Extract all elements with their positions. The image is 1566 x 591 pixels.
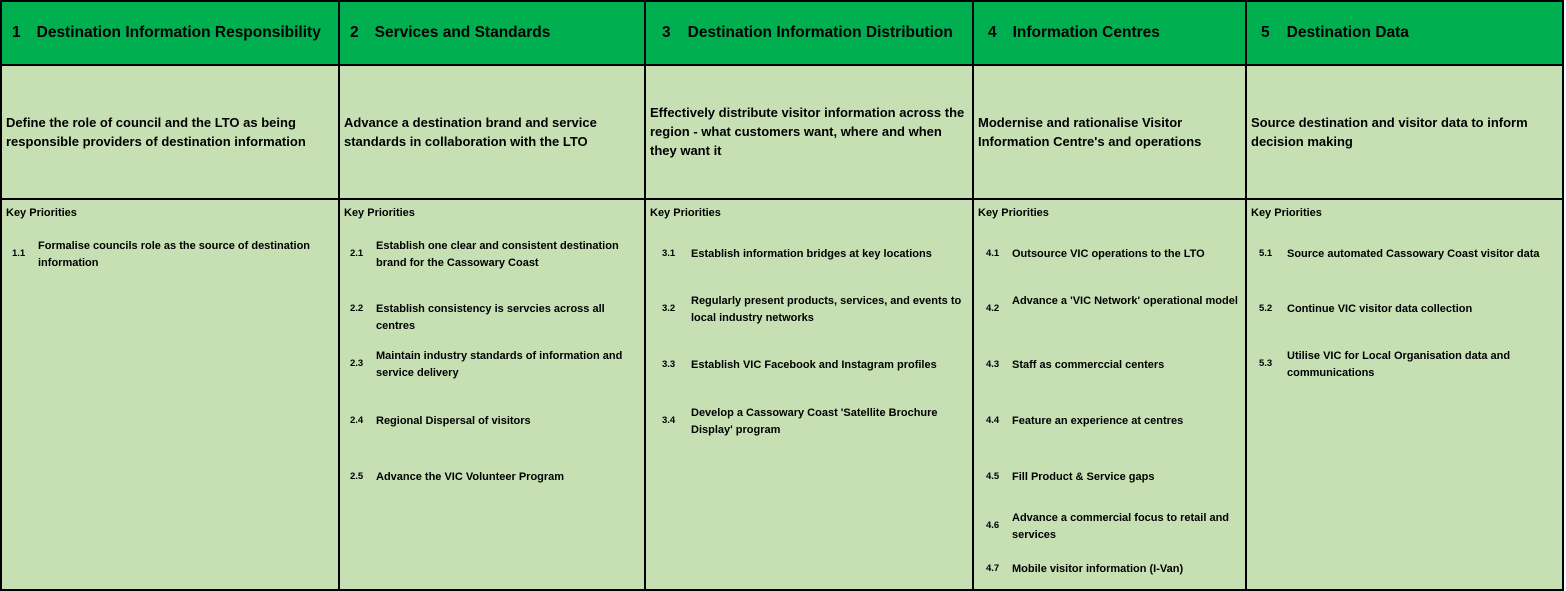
key-priorities-label: Key Priorities — [6, 207, 77, 219]
item-text: Outsource VIC operations to the LTO — [1012, 248, 1205, 260]
item-text: Continue VIC visitor data collection — [1287, 303, 1473, 315]
column-4 — [972, 0, 1247, 591]
column-header — [338, 0, 646, 66]
column-1 — [0, 0, 340, 591]
objective-text: Source destination and visitor data to inform decision making — [1251, 115, 1528, 149]
item-text: Develop a Cassowary Coast 'Satellite Brochure Display' program — [691, 407, 938, 436]
column-number: 5 — [1261, 24, 1270, 41]
item-text: Advance a commercial focus to retail and services — [1012, 512, 1230, 541]
item-text: Staff as commerccial centers — [1012, 359, 1165, 371]
item-text: Establish consistency is servcies across all centres — [376, 303, 605, 332]
item-text: Formalise councils role as the source of destination information — [38, 240, 311, 269]
objective-cell — [644, 66, 974, 200]
item-text: Mobile visitor information (I-Van) — [1012, 563, 1184, 575]
item-text: Feature an experience at centres — [1012, 415, 1184, 427]
objective-cell — [338, 66, 646, 200]
key-priorities-label: Key Priorities — [650, 207, 721, 219]
item-number: 1.1 — [12, 248, 26, 259]
column-header — [1245, 0, 1564, 66]
objective-text: Effectively distribute visitor information across the region - what customers want, where and when they want it — [650, 105, 965, 158]
priorities-cell — [1245, 200, 1564, 591]
item-text: Fill Product & Service gaps — [1012, 471, 1155, 483]
item-text: Establish one clear and consistent destination brand for the Cassowary Coast — [376, 240, 619, 269]
key-priorities-label: Key Priorities — [344, 207, 415, 219]
item-text: Utilise VIC for Local Organisation data and communications — [1287, 350, 1511, 379]
item-text: Advance a 'VIC Network' operational model — [1012, 295, 1238, 307]
item-number: 3.4 — [662, 415, 676, 426]
column-header — [644, 0, 974, 66]
item-number: 2.5 — [350, 471, 364, 482]
column-number: 2 — [350, 24, 359, 41]
item-number: 3.3 — [662, 359, 676, 370]
objective-cell — [0, 66, 340, 200]
column-title: Destination Information Distribution — [687, 24, 953, 41]
column-header — [0, 0, 340, 66]
column-5 — [1245, 0, 1564, 591]
item-number: 3.1 — [662, 248, 676, 259]
column-number: 3 — [662, 24, 671, 41]
item-number: 4.6 — [986, 520, 1000, 531]
priorities-cell — [338, 200, 646, 591]
objective-cell — [972, 66, 1247, 200]
item-number: 3.2 — [662, 303, 676, 314]
column-2 — [338, 0, 646, 591]
item-number: 4.4 — [986, 415, 1000, 426]
item-number: 4.7 — [986, 563, 1000, 574]
column-3 — [644, 0, 974, 591]
item-text: Establish information bridges at key locations — [691, 248, 932, 260]
item-number: 4.2 — [986, 303, 1000, 314]
item-number: 2.1 — [350, 248, 364, 259]
objective-text: Modernise and rationalise Visitor Information Centre's and operations — [978, 115, 1202, 149]
item-number: 5.3 — [1259, 358, 1273, 369]
item-number: 2.2 — [350, 303, 364, 314]
column-title: Services and Standards — [374, 24, 551, 41]
priorities-cell — [644, 200, 974, 591]
column-header — [972, 0, 1247, 66]
column-number: 1 — [12, 24, 21, 41]
key-priorities-label: Key Priorities — [1251, 207, 1322, 219]
item-number: 4.5 — [986, 471, 1000, 482]
column-title: Information Centres — [1012, 24, 1160, 41]
column-title: Destination Data — [1286, 24, 1409, 41]
priorities-cell — [972, 200, 1247, 591]
item-text: Establish VIC Facebook and Instagram profiles — [691, 359, 937, 371]
item-number: 4.1 — [986, 248, 1000, 259]
item-text: Advance the VIC Volunteer Program — [376, 471, 565, 483]
column-title: Destination Information Responsibility — [36, 24, 321, 41]
item-text: Source automated Cassowary Coast visitor data — [1287, 248, 1540, 260]
priorities-cell — [0, 200, 340, 591]
item-text: Regional Dispersal of visitors — [376, 415, 531, 427]
item-number: 5.2 — [1259, 303, 1273, 314]
objective-cell — [1245, 66, 1564, 200]
item-number: 4.3 — [986, 359, 1000, 370]
item-number: 2.4 — [350, 415, 364, 426]
item-text: Maintain industry standards of information and service delivery — [376, 350, 623, 379]
item-text: Regularly present products, services, and events to local industry networks — [691, 295, 962, 324]
objective-text: Advance a destination brand and service standards in collaboration with the LTO — [344, 115, 597, 149]
column-number: 4 — [988, 24, 997, 41]
key-priorities-label: Key Priorities — [978, 207, 1049, 219]
item-number: 5.1 — [1259, 248, 1273, 259]
objective-text: Define the role of council and the LTO as being responsible providers of destination information — [6, 115, 306, 149]
item-number: 2.3 — [350, 358, 364, 369]
